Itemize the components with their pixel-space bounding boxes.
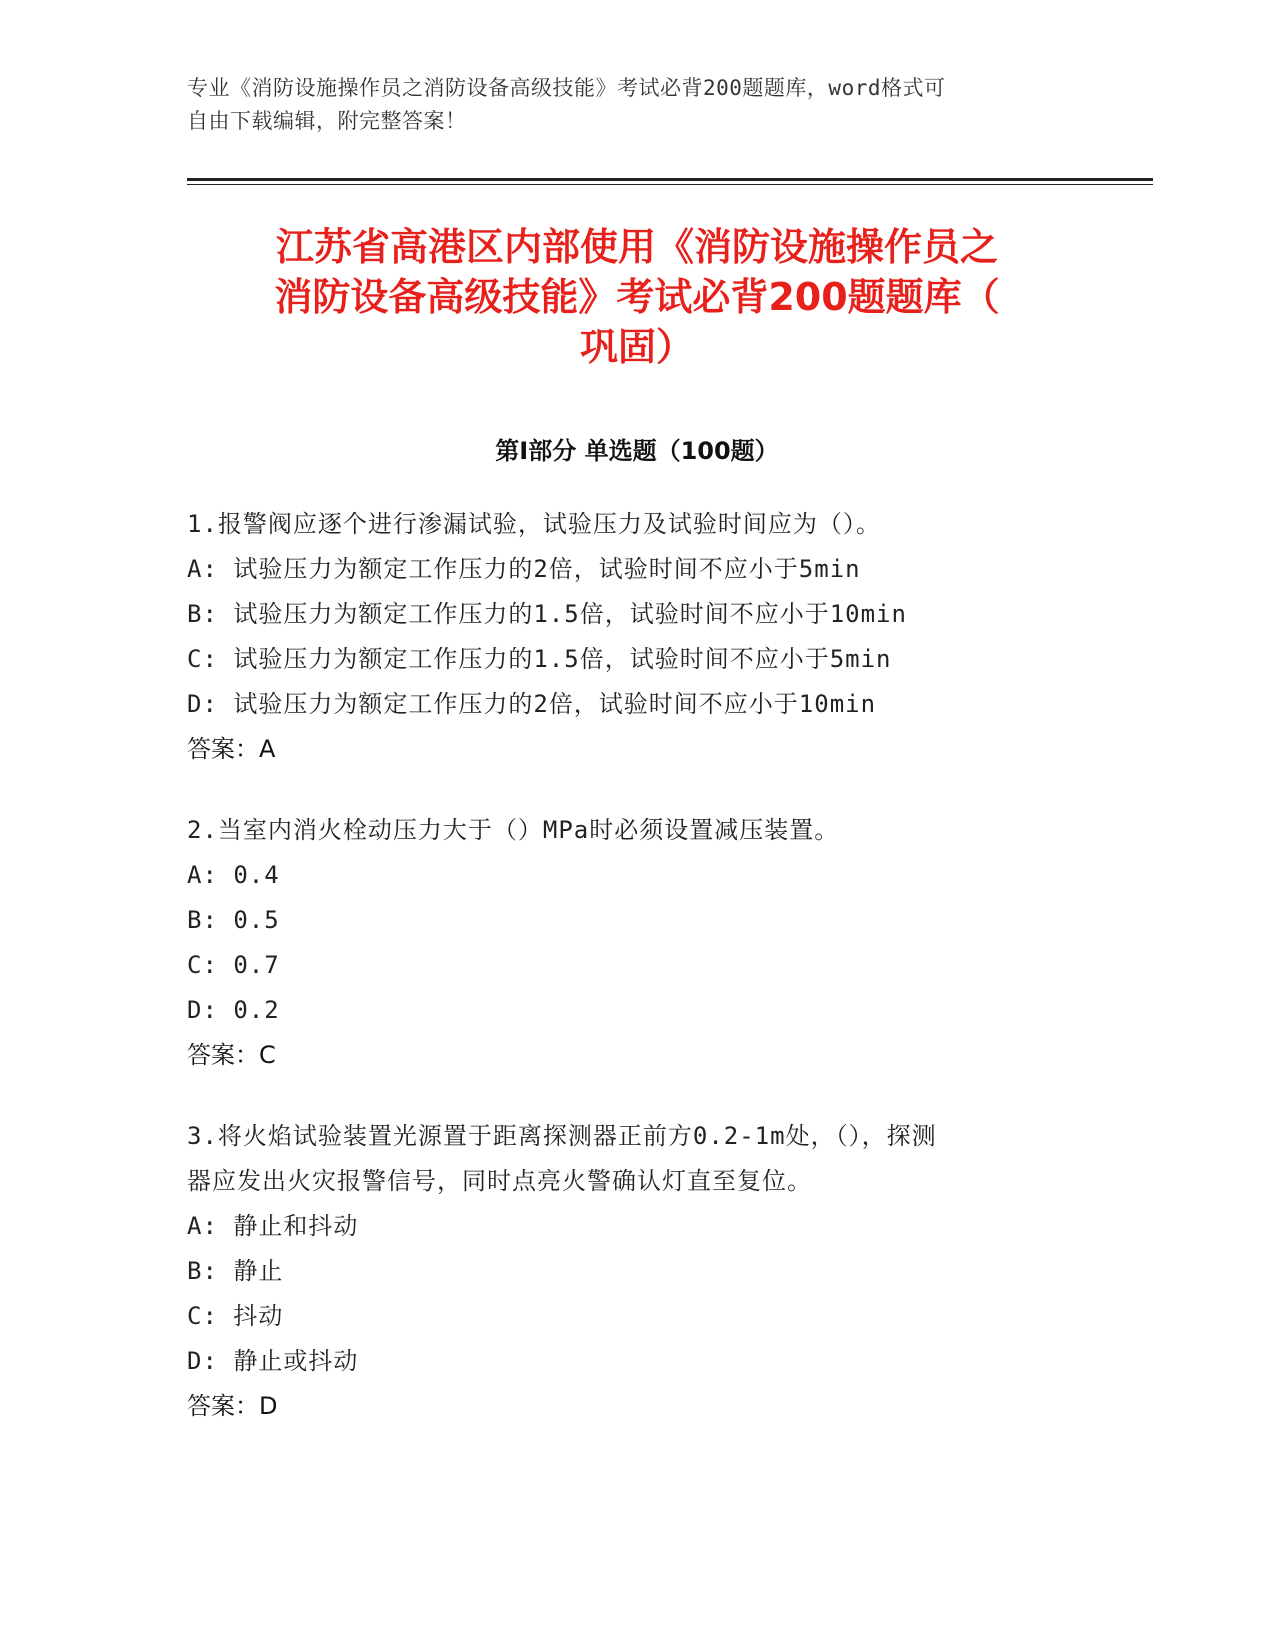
document-title-line: 巩固） [579,325,694,369]
option-c: C: 0.7 [187,951,280,979]
question-1 [187,502,1087,772]
header-note-line: 专业《消防设施操作员之消防设备高级技能》考试必背200题题库，word格式可 [187,76,946,100]
option-b: B: 0.5 [187,906,280,934]
question-2 [187,808,1087,1078]
option-a: A: 试验压力为额定工作压力的2倍，试验时间不应小于5min [187,555,861,583]
question-3 [187,1114,1087,1429]
document-title [187,222,1087,372]
answer: 答案：A [187,735,276,763]
option-c: C: 抖动 [187,1302,284,1330]
question-stem: 2.当室内消火栓动压力大于（）MPa时必须设置减压装置。 [187,816,840,844]
option-d: D: 试验压力为额定工作压力的2倍，试验时间不应小于10min [187,690,877,718]
section-title: 第Ⅰ部分 单选题（100题） [495,437,779,465]
answer: 答案：D [187,1392,278,1420]
option-a: A: 0.4 [187,861,280,889]
document-title-line: 江苏省高港区内部使用《消防设施操作员之 [275,225,998,269]
option-a: A: 静止和抖动 [187,1212,359,1240]
document-title-line: 消防设备高级技能》考试必背200题题库（ [274,275,1000,319]
question-stem: 3.将火焰试验装置光源置于距离探测器正前方0.2-1m处，（），探测 [187,1122,937,1150]
question-stem: 1.报警阀应逐个进行渗漏试验，试验压力及试验时间应为（）。 [187,510,881,538]
header-divider-thin [187,184,1153,185]
header-divider-thick [187,178,1153,181]
option-d: D: 0.2 [187,996,280,1024]
header-note [187,72,1067,138]
question-stem: 器应发出火灾报警信号，同时点亮火警确认灯直至复位。 [187,1167,812,1195]
option-d: D: 静止或抖动 [187,1347,359,1375]
option-c: C: 试验压力为额定工作压力的1.5倍，试验时间不应小于5min [187,645,892,673]
option-b: B: 静止 [187,1257,284,1285]
header-note-line: 自由下载编辑，附完整答案！ [187,109,467,133]
option-b: B: 试验压力为额定工作压力的1.5倍，试验时间不应小于10min [187,600,907,628]
answer: 答案：C [187,1041,276,1069]
